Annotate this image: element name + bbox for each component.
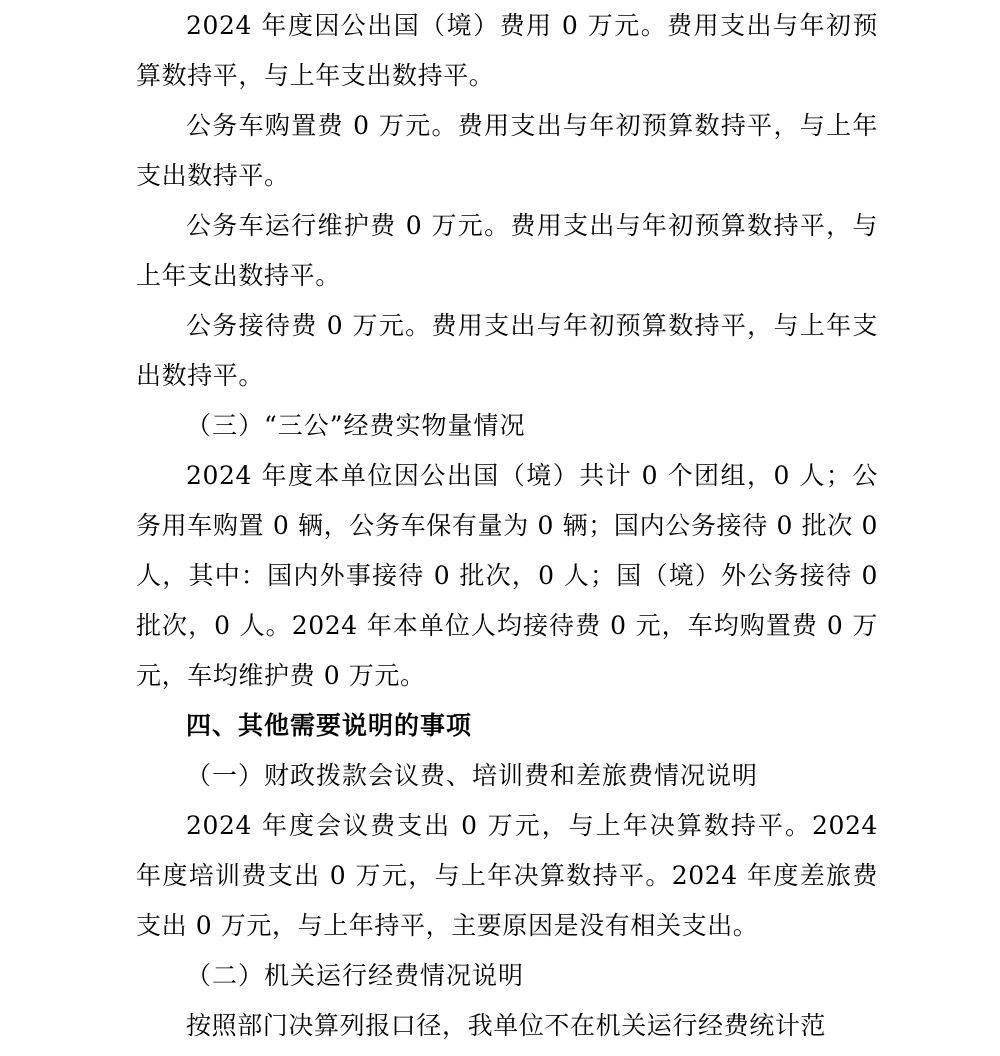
heading-physical-quantity: （三）“三公”经费实物量情况 <box>186 411 526 440</box>
paragraph-reception-expense: 公务接待费 0 万元。费用支出与年初预算数持平，与上年支出数持平。 <box>136 311 878 390</box>
heading-operating-expense: （二）机关运行经费情况说明 <box>186 961 525 990</box>
heading-meeting-training-travel: （一）财政拨款会议费、培训费和差旅费情况说明 <box>186 761 759 790</box>
paragraph-operating-expense: 按照部门决算列报口径，我单位不在机关运行经费统计范 <box>186 1011 827 1040</box>
paragraph-physical-quantity: 2024 年度本单位因公出国（境）共计 0 个团组，0 人；公务用车购置 0 辆，公务车保有量为 0 辆；国内公务接待 0 批次 0 人，其中：国内外事接待 0 批次，0 人；国（境）外公务接待 0 批次，0 人。2024 年本单位人均接待费 0 元，车均购置费 0 万元，车均维护费 0 万元。 <box>136 461 878 690</box>
paragraph-meeting-training-travel: 2024 年度会议费支出 0 万元，与上年决算数持平。2024 年度培训费支出 0 万元，与上年决算数持平。2024 年度差旅费支出 0 万元，与上年持平，主要原因是没有相关支出。 <box>136 811 878 940</box>
paragraph-overseas-expense: 2024 年度因公出国（境）费用 0 万元。费用支出与年初预算数持平，与上年支出数持平。 <box>136 11 878 90</box>
paragraph-vehicle-maintenance: 公务车运行维护费 0 万元。费用支出与年初预算数持平，与上年支出数持平。 <box>136 211 878 290</box>
heading-other-matters: 四、其他需要说明的事项 <box>186 711 473 740</box>
document-page <box>136 0 878 1051</box>
paragraph-vehicle-purchase: 公务车购置费 0 万元。费用支出与年初预算数持平，与上年支出数持平。 <box>136 111 878 190</box>
